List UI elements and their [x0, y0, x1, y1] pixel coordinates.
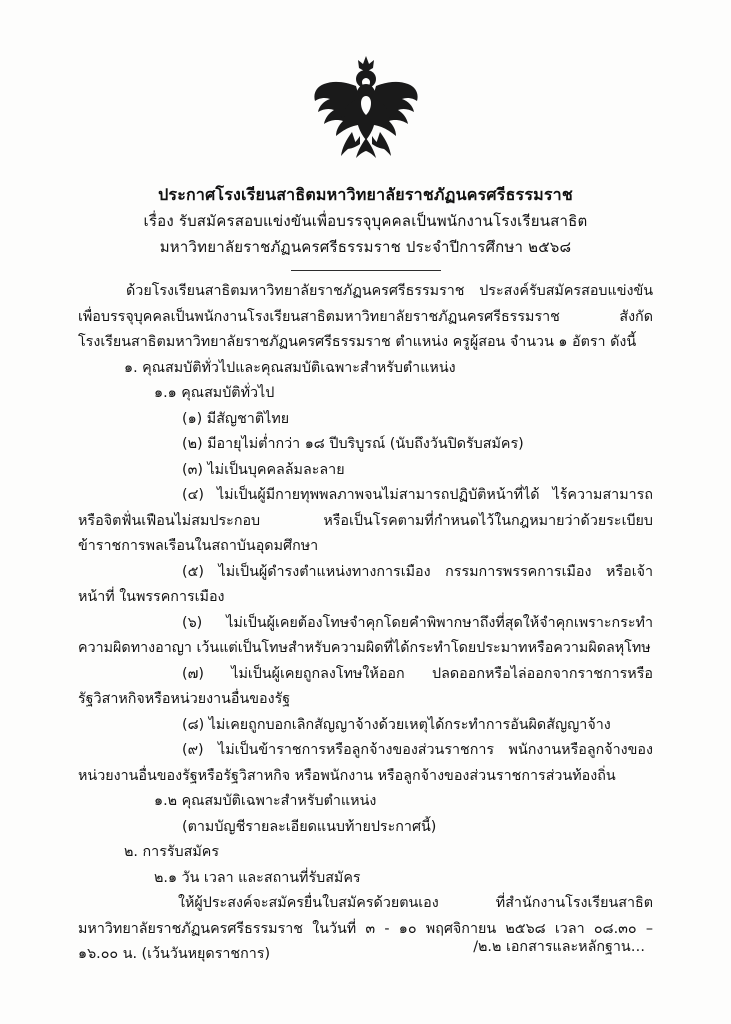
heading-line-2: เรื่อง รับสมัครสอบแข่งขันเพื่อบรรจุบุคคลเป็นพนักงานโรงเรียนสาธิต: [143, 212, 588, 230]
heading-line-1: ประกาศโรงเรียนสาธิตมหาวิทยาลัยราชภัฏนครศรีธรรมราช: [158, 185, 573, 204]
item-2: (๒) มีอายุไม่ต่ำกว่า ๑๘ ปีบริบูรณ์ (นับถึงวันปิดรับสมัคร): [182, 436, 524, 452]
document-body: [78, 279, 653, 968]
item-9: (๙) ไม่เป็นข้าราชการหรือลูกจ้างของส่วนราชการ พนักงานหรือลูกจ้างของหน่วยงานอื่นของรัฐหรือรัฐวิสาหกิจ หรือพนักงาน หรือลูกจ้างของส่วนราชการส่วนท้องถิ่น: [78, 742, 653, 784]
section-1-heading: ๑. คุณสมบัติทั่วไปและคุณสมบัติเฉพาะสำหรับตำแหน่ง: [124, 359, 456, 376]
emblem-container: [78, 52, 653, 168]
garuda-emblem-icon: [312, 52, 420, 164]
item-5: (๕) ไม่เป็นผู้ดำรงตำแหน่งทางการเมือง กรรมการพรรคการเมือง หรือเจ้าหน้าที่ ในพรรคการเมือง: [78, 563, 653, 605]
item-1: (๑) มีสัญชาติไทย: [182, 410, 290, 427]
section-2-1-heading: ๒.๑ วัน เวลา และสถานที่รับสมัคร: [154, 869, 361, 886]
item-3: (๓) ไม่เป็นบุคคลล้มละลาย: [182, 461, 345, 478]
divider-rule: [291, 270, 441, 271]
item-7: (๗) ไม่เป็นผู้เคยถูกลงโทษให้ออก ปลดออกหรือไล่ออกจากราชการหรือรัฐวิสาหกิจหรือหน่วยงานอื่นของรัฐ: [78, 665, 653, 707]
footer-continuation-note: /๒.๒ เอกสารและหลักฐาน…: [473, 939, 645, 955]
section-2-1-body: ให้ผู้ประสงค์จะสมัครยื่นใบสมัครด้วยตนเอง ที่สำนักงานโรงเรียนสาธิตมหาวิทยาลัยราชภัฏนครศรีธรรมราช ในวันที่ ๓ - ๑๐ พฤศจิกายน ๒๕๖๘ เวลา ๐๘.๓๐ – ๑๖.๐๐ น. (เว้นวันหยุดราชการ): [78, 895, 653, 962]
section-1-2-heading: ๑.๒ คุณสมบัติเฉพาะสำหรับตำแหน่ง: [154, 793, 377, 809]
section-1-1-heading: ๑.๑ คุณสมบัติทั่วไป: [154, 385, 275, 401]
item-4: (๔) ไม่เป็นผู้มีกายทุพพลภาพจนไม่สามารถปฏิบัติหน้าที่ได้ ไร้ความสามารถ หรือจิตฟั่นเฟือนไม่สมประกอบ หรือเป็นโรคตามที่กำหนดไว้ในกฎหมายว่าด้วยระเบียบข้าราชการพลเรือนในสถาบันอุดมศึกษา: [78, 487, 653, 554]
divider-rule-container: [78, 270, 653, 271]
paragraph-intro: ด้วยโรงเรียนสาธิตมหาวิทยาลัยราชภัฏนครศรีธรรมราช ประสงค์รับสมัครสอบแข่งขันเพื่อบรรจุบุคคลเป็นพนักงานโรงเรียนสาธิตมหาวิทยาลัยราชภัฏนครศรีธรรมราช สังกัด โรงเรียนสาธิตมหาวิทยาลัยราชภัฏนครศรีธรรมราช ตำแหน่ง ครูผู้สอน จำนวน ๑ อัตรา ดังนี้: [78, 283, 653, 350]
item-8: (๘) ไม่เคยถูกบอกเลิกสัญญาจ้างด้วยเหตุได้กระทำการอันผิดสัญญาจ้าง: [182, 716, 611, 733]
heading-line-3: มหาวิทยาลัยราชภัฏนครศรีธรรมราช ประจำปีการศึกษา ๒๕๖๘: [159, 238, 572, 256]
item-6: (๖) ไม่เป็นผู้เคยต้องโทษจำคุกโดยคำพิพากษาถึงที่สุดให้จำคุกเพราะกระทำความผิดทางอาญา เว้นแต่เป็นโทษสำหรับความผิดที่ได้กระทำโดยประมาทหรือความผิดลหุโทษ: [78, 614, 653, 656]
document-content: [78, 52, 653, 968]
document-heading: [78, 182, 653, 260]
section-2-heading: ๒. การรับสมัคร: [124, 844, 220, 860]
section-1-2-note: (ตามบัญชีรายละเอียดแนบท้ายประกาศนี้): [182, 818, 437, 835]
